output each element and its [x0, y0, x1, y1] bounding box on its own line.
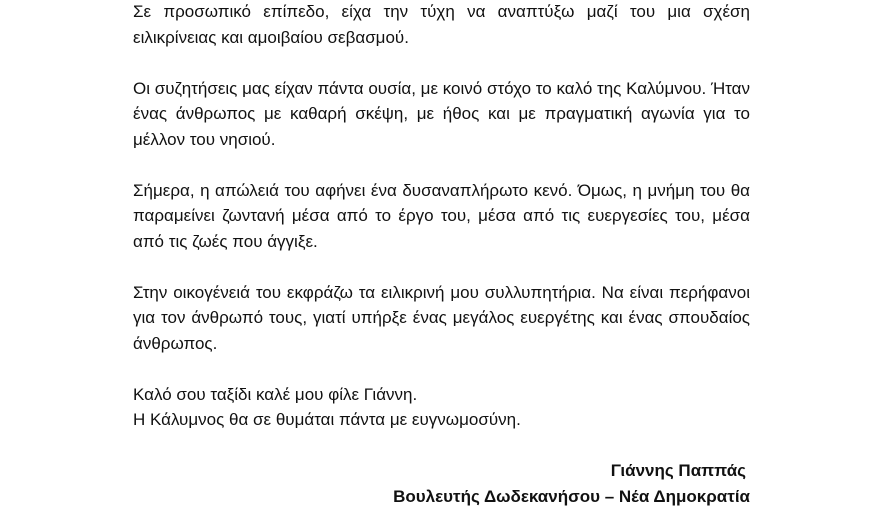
signature-name: Γιάννης Παππάς [610, 461, 746, 480]
closing-lines [133, 382, 750, 433]
paragraph-personal-relationship: Σε προσωπικό επίπεδο, είχα την τύχη να αναπτύξω μαζί του μια σχέση ειλικρίνειας και αμοιβαίου σεβασμού. [133, 2, 750, 47]
signature-block [133, 458, 750, 509]
paragraph-loss: Σήμερα, η απώλειά του αφήνει ένα δυσαναπλήρωτο κενό. Όμως, η μνήμη του θα παραμείνει ζωντανή μέσα από το έργο του, μέσα από τις ευεργεσίες του, μέσα από τις ζωές που άγγιξε. [133, 180, 750, 251]
closing-line-gratitude: Η Κάλυμνος θα σε θυμάται πάντα με ευγνωμοσύνη. [133, 410, 521, 429]
closing-line-farewell: Καλό σου ταξίδι καλέ μου φίλε Γιάννη. [133, 384, 418, 404]
paragraph-conversations: Οι συζητήσεις μας είχαν πάντα ουσία, με κοινό στόχο το καλό της Καλύμνου. Ήταν ένας άνθρωπος με καθαρή σκέψη, με ήθος και με πραγματική αγωνία για το μέλλον του νησιού. [133, 78, 750, 149]
paragraph-condolences: Στην οικογένειά του εκφράζω τα ειλικρινή μου συλλυπητήρια. Να είναι περήφανοι για τον άνθρωπό τους, γιατί υπήρξε ένας μεγάλος ευεργέτης και ένας σπουδαίος άνθρωπος. [133, 282, 750, 353]
document-body [133, 0, 750, 509]
signature-title: Βουλευτής Δωδεκανήσου – Νέα Δημοκρατία [393, 486, 750, 506]
